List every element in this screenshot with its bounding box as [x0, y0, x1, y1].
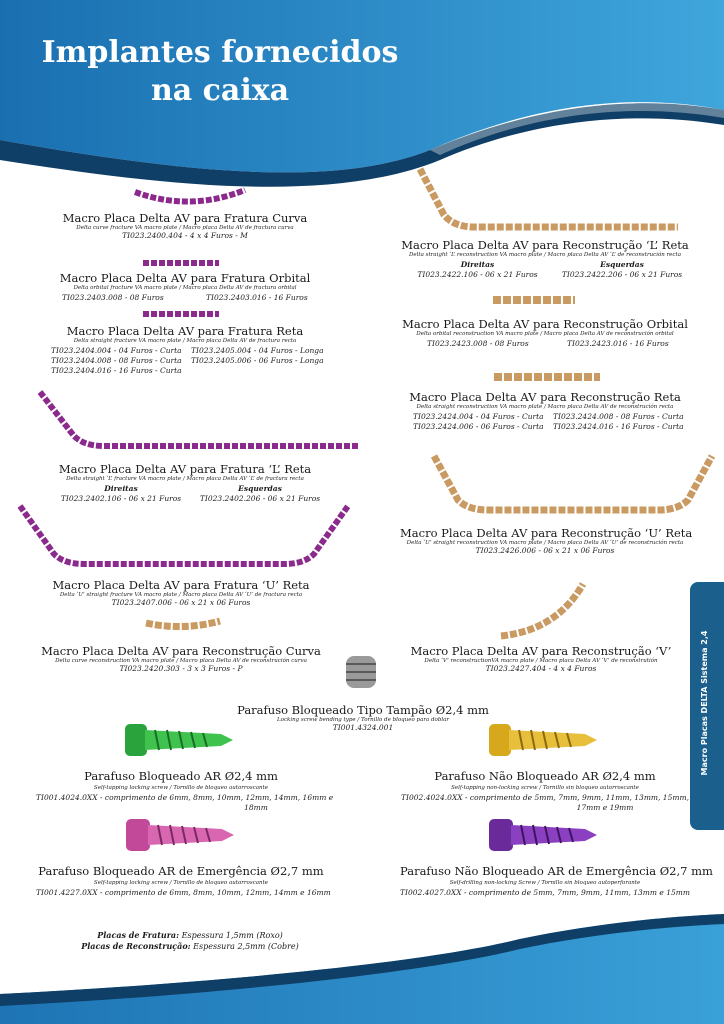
note-fratura-label: Placas de Fratura: [97, 930, 180, 940]
plate-reconstrucao-reta-image [492, 370, 602, 384]
product-subtitle: Delta curve reconstruction VA macro plate / Macro placa Delta AV de reconstrución curva [55, 658, 307, 664]
product-reconstrucao-orbital [400, 317, 690, 337]
note-reconstrucao [40, 941, 340, 952]
product-code: TI023.2405.004 - 04 Furos - Longa [191, 346, 324, 355]
product-code: TI023.2420.303 - 3 x 3 Furos - P [119, 664, 243, 673]
plate-reconstrucao-u-image [428, 452, 718, 522]
product-codes-right [552, 260, 692, 280]
product-reconstrucao-reta [400, 390, 690, 410]
plate-reconstrucao-l-image [414, 165, 684, 240]
plate-fratura-reta-image [141, 308, 221, 320]
product-name: Macro Placa Delta AV para Reconstrução ‘U’ Reta [400, 526, 693, 540]
product-parafuso-tampao [218, 703, 508, 732]
product-codes-left [51, 346, 182, 376]
product-code: TI023.2426.006 - 06 x 21 x 06 Furos [475, 546, 615, 555]
product-code: TI023.2423.016 - 16 Furos [567, 339, 669, 348]
product-code: TI023.2404.016 - 16 Furos - Curta [51, 366, 182, 375]
product-name: Parafuso Bloqueado Tipo Tampão Ø2,4 mm [237, 703, 489, 717]
product-name: Macro Placa Delta AV para Fratura Reta [66, 324, 304, 338]
product-name: Parafuso Bloqueado AR Ø2,4 mm [84, 769, 278, 783]
product-code: TI023.2424.006 - 06 Furos - Curta [413, 422, 544, 431]
product-code: TI023.2424.004 - 04 Furos - Curta [413, 412, 544, 421]
note-recon-label: Placas de Reconstrução: [81, 941, 191, 951]
product-code: TI023.2407.006 - 06 x 21 x 06 Furos [111, 598, 251, 607]
product-code: TI001.4227.0XX - comprimento de 6mm, 8mm, 10mm, 12mm, 14mm e 16mm [36, 888, 331, 897]
product-name: Macro Placa Delta AV para Fratura Curva [62, 211, 308, 225]
product-codes-right [553, 412, 684, 432]
product-fratura-curva [40, 211, 330, 240]
screw-violet-image [489, 815, 599, 855]
product-name: Macro Placa Delta AV para Fratura ‘U’ Reta [52, 578, 310, 592]
product-subtitle: Delta ‘V’ reconstructionVA macro plate / Macro placa Delta AV ‘V’ de reconstrutión [424, 658, 658, 664]
side-tab-label: Macro Placas DELTA Sistema 2,4 [700, 630, 709, 776]
direitas-heading: Direitas [104, 484, 138, 493]
screw-pink-image [126, 815, 236, 855]
product-subtitle: Delta orbital fracture VA macro plate / Macro placa Delta AV de fractura orbital [73, 285, 297, 291]
screw-tampao-image [344, 652, 378, 692]
esquerdas-heading: Esquerdas [600, 260, 644, 269]
product-subtitle: Delta curve fracture VA macro plate / Macro placa Delta AV de fractura curva [76, 225, 294, 231]
product-code: TI023.2423.008 - 08 Furos [427, 339, 529, 348]
product-fratura-l [40, 462, 330, 482]
product-subtitle: Delta ‘U’ straight fracture VA macro plate / Macro placa Delta AV ‘U’ de fractura recta [59, 592, 303, 598]
product-subtitle: Self-tapping non-locking screw / Tornillo sin bloqueo autorroscante [451, 785, 639, 791]
product-reconstrucao-curva [36, 644, 326, 673]
product-code: TI023.2404.008 - 08 Furos - Curta [51, 356, 182, 365]
plate-reconstrucao-v-image [497, 580, 587, 640]
thickness-notes [40, 930, 340, 952]
note-recon-value: Espessura 2,5mm (Cobre) [193, 942, 299, 951]
plate-fratura-u-image [14, 502, 354, 572]
product-code: TI002.4024.0XX - comprimento de 5mm, 7mm, 9mm, 11mm, 13mm, 15mm, [401, 793, 689, 802]
product-name: Macro Placa Delta AV para Reconstrução Curva [41, 644, 321, 658]
plate-reconstrucao-orbital-image [491, 293, 577, 307]
product-codes-left [51, 484, 191, 504]
product-parafuso-bloqueado-emergencia [36, 864, 331, 898]
product-code: TI023.2424.008 - 08 Furos - Curta [553, 412, 684, 421]
product-fratura-u [36, 578, 326, 607]
product-code: TI023.2402.106 - 06 x 21 Furos [60, 494, 182, 503]
product-subtitle: Self-tapping locking screw / Tornillo de bloqueo autorroscante [93, 785, 269, 791]
product-subtitle: Locking screw bending type / Tornillo de bloqueo para doblar [276, 717, 450, 723]
product-parafuso-nao-bloqueado [400, 769, 690, 813]
product-codes-right [191, 346, 324, 366]
product-code: 18mm [244, 803, 268, 812]
product-code: TI023.2403.008 - 08 Furos [62, 293, 164, 302]
plate-fratura-orbital-image [141, 257, 221, 269]
product-parafuso-nao-bloqueado-emergencia [400, 864, 713, 898]
product-code: TI001.4324.001 [332, 723, 394, 732]
product-name: Macro Placa Delta AV para Reconstrução Orbital [402, 317, 688, 331]
product-fratura-orbital [40, 271, 330, 291]
product-parafuso-bloqueado [36, 769, 334, 813]
product-code: TI023.2404.004 - 04 Furos - Curta [51, 346, 182, 355]
product-name: Macro Placa Delta AV para Fratura ‘L’ Reta [58, 462, 312, 476]
product-name: Parafuso Não Bloqueado AR de Emergência Ø2,7 mm [400, 864, 713, 878]
product-code: TI002.4027.0XX - comprimento de 5mm, 7mm, 9mm, 11mm, 13mm e 15mm [400, 888, 690, 897]
product-name: Macro Placa Delta AV para Reconstrução ‘L’ Reta [401, 238, 689, 252]
product-reconstrucao-l [400, 238, 690, 258]
plate-fratura-curva-image [130, 182, 250, 212]
product-codes-left [410, 260, 545, 280]
product-code: TI023.2422.206 - 06 x 21 Furos [561, 270, 683, 279]
product-fratura-reta [40, 324, 330, 344]
product-subtitle: Delta ‘U’ straight reconstruction VA macro plate / Macro placa Delta AV ‘U’ de reconstrución recta [406, 540, 684, 546]
plate-reconstrucao-curva-image [143, 617, 223, 637]
note-fratura [40, 930, 340, 941]
product-code: TI001.4024.0XX - comprimento de 6mm, 8mm, 10mm, 12mm, 14mm, 16mm e [36, 793, 334, 802]
product-code: TI023.2405.006 - 06 Furos - Longa [191, 356, 324, 365]
product-codes-right [190, 484, 330, 504]
product-name: Parafuso Não Bloqueado AR Ø2,4 mm [434, 769, 656, 783]
product-reconstrucao-u [400, 526, 693, 555]
page-title [0, 34, 440, 110]
title-line-1: Implantes fornecidos [41, 35, 399, 70]
product-codes-left [413, 412, 544, 432]
product-subtitle: Self-drilling non-locking Screw / Tornillo sin bloqueo autoperforante [449, 880, 641, 886]
product-code: TI023.2427.404 - 4 x 4 Furos [485, 664, 597, 673]
title-line-2: na caixa [150, 73, 290, 108]
product-code: TI023.2403.016 - 16 Furos [206, 293, 308, 302]
product-subtitle: Self-tapping locking screw / Tornillo de bloqueo autorroscante [93, 880, 269, 886]
product-name: Macro Placa Delta AV para Fratura Orbital [59, 271, 311, 285]
product-name: Parafuso Bloqueado AR de Emergência Ø2,7 mm [38, 864, 324, 878]
esquerdas-heading: Esquerdas [238, 484, 282, 493]
product-code: TI023.2422.106 - 06 x 21 Furos [417, 270, 538, 279]
plate-fratura-l-image [34, 388, 364, 458]
product-code: TI023.2402.206 - 06 x 21 Furos [199, 494, 321, 503]
product-reconstrucao-v [396, 644, 686, 673]
note-fratura-value: Espessura 1,5mm (Roxo) [181, 931, 283, 940]
product-subtitle: Delta straight fracture VA macro plate / Macro placa Delta AV de fractura recta [73, 338, 297, 344]
product-name: Macro Placa Delta AV para Reconstrução ‘V’ [410, 644, 672, 658]
product-name: Macro Placa Delta AV para Reconstrução Reta [409, 390, 681, 404]
product-subtitle: Delta straight ‘L’ fracture VA macro plate / Macro placa Delta AV ‘L’ de fractura recta [66, 476, 304, 482]
product-subtitle: Delta straight reconstruction VA macro plate / Macro placa Delta AV de reconstrución recta [416, 404, 674, 410]
direitas-heading: Direitas [460, 260, 495, 269]
product-code: 17mm e 19mm [576, 803, 634, 812]
product-code: TI023.2400.404 - 4 x 4 Furos - M [122, 231, 248, 240]
product-subtitle: Delta straight ‘L’ reconstruction VA macro plate / Macro placa Delta AV ‘L’ de reconstrución recta [408, 252, 682, 258]
product-subtitle: Delta orbital reconstruction VA macro plate / Macro placa Delta AV de reconstrución orbital [416, 331, 674, 337]
product-code: TI023.2424.016 - 16 Furos - Curta [553, 422, 684, 431]
